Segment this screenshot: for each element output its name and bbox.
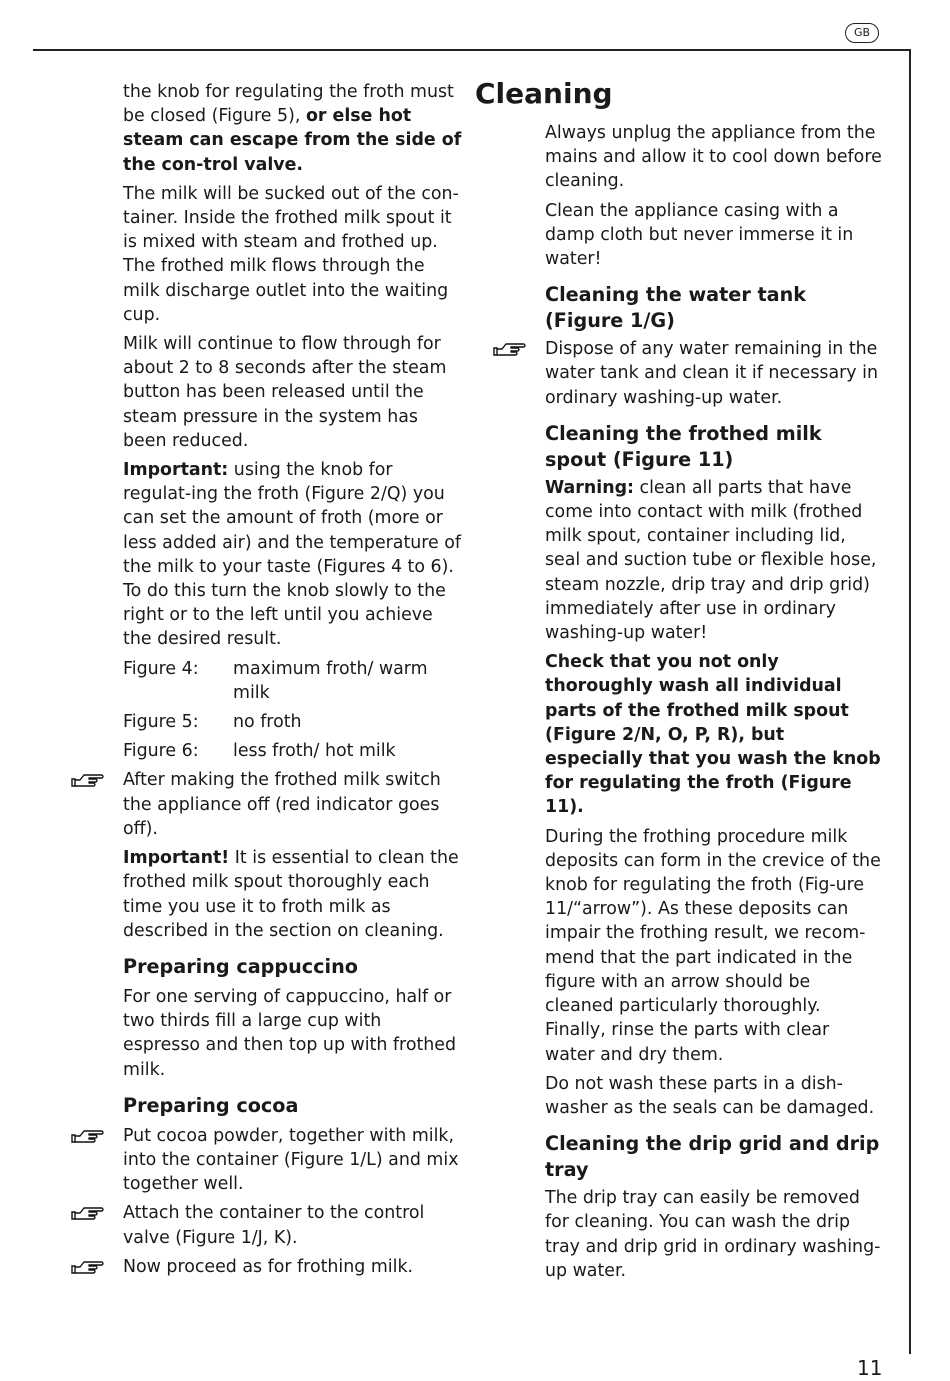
- pointing-hand-icon: [71, 1203, 105, 1221]
- page-number: 11: [857, 1356, 883, 1380]
- heading-water-tank: Cleaning the water tank (Figure 1/G): [545, 283, 806, 333]
- bullet-switch-off: After making the frothed milk switch the appliance off (red indicator goes off).: [123, 768, 463, 841]
- bullet-water-tank: Dispose of any water remaining in the water tank and clean it if necessary in ordinary washing-up water.: [545, 337, 883, 410]
- paragraph-check: Check that you not only thoroughly wash all individual parts of the frothed milk spout (Figure 2/N, O, P, R), but especially that you wash the knob for regulating the froth (Figure 11).: [545, 652, 881, 818]
- pointing-hand-icon: [71, 1257, 105, 1275]
- paragraph-cappuccino: For one serving of cappuccino, half or two thirds fill a large cup with espresso and then top up with frothed milk.: [123, 986, 457, 1080]
- paragraph-drip: The drip tray can easily be removed for cleaning. You can wash the drip tray and drip grid in ordinary washing-up water.: [545, 1188, 881, 1281]
- pointing-hand-icon: [493, 339, 527, 357]
- paragraph-unplug: Always unplug the appliance from the mains and allow it to cool down before cleaning.: [545, 123, 882, 192]
- paragraph-knob-closed: the knob for regulating the froth must be closed (Figure 5), or else hot steam can escape from the side of the con-trol valve.: [123, 82, 462, 175]
- section-title-cleaning: Cleaning: [475, 77, 613, 110]
- top-rule: [33, 49, 911, 51]
- paragraph-dishwasher: Do not wash these parts in a dish-washer as the seals can be damaged.: [545, 1073, 875, 1118]
- right-column: [545, 121, 883, 1288]
- bullet-cocoa-proceed: Now proceed as for frothing milk.: [123, 1255, 463, 1279]
- language-badge: GB: [845, 23, 879, 43]
- heading-frothed-milk-spout: Cleaning the frothed milk spout (Figure 11): [545, 421, 822, 471]
- figure-row: Figure 5: no froth: [123, 712, 302, 733]
- bullet-cocoa-mix: Put cocoa powder, together with milk, into the container (Figure 1/L) and mix together well.: [123, 1124, 463, 1197]
- paragraph-deposits: During the frothing procedure milk deposits can form in the crevice of the knob for regulating the froth (Fig-ure 11/“arrow”). As these deposits can impair the frothing result, we recom-mend that the part indicated in the figure with an arrow should be cleaned particularly thoroughly. Finally, rinse the parts with clear water and dry them.: [545, 826, 881, 1065]
- left-column: [123, 80, 463, 1284]
- heading-drip-grid: Cleaning the drip grid and drip tray: [545, 1132, 880, 1182]
- heading-cocoa: Preparing cocoa: [123, 1093, 299, 1117]
- paragraph-casing: Clean the appliance casing with a damp cloth but never immerse it in water!: [545, 200, 854, 270]
- paragraph-milk-flow: Milk will continue to flow through for about 2 to 8 seconds after the steam button has been released until the steam pressure in the system has been reduced.: [123, 334, 447, 451]
- pointing-hand-icon: [71, 1126, 105, 1144]
- paragraph-milk-sucked: The milk will be sucked out of the con-tainer. Inside the frothed milk spout it is mixed with steam and frothed up. The frothed milk flows through the milk discharge outlet into the waiting cup.: [123, 183, 459, 325]
- bullet-cocoa-attach: Attach the container to the control valve (Figure 1/J, K).: [123, 1201, 463, 1249]
- figure-row: Figure 4: maximum froth/ warm milk: [123, 658, 428, 703]
- paragraph-warning: Warning: clean all parts that have come into contact with milk (frothed milk spout, container including lid, seal and suction tube or flexible hose, steam nozzle, drip tray and drip grid) immediately after use in ordinary washing-up water!: [545, 477, 877, 644]
- right-rule: [909, 49, 911, 1354]
- figure-row: Figure 6: less froth/ hot milk: [123, 741, 396, 762]
- paragraph-important-clean: Important! It is essential to clean the frothed milk spout thoroughly each time you use it to froth milk as described in the section on cleaning.: [123, 848, 459, 941]
- paragraph-important-knob: Important: using the knob for regulat-ing the froth (Figure 2/Q) you can set the amount of froth (more or less added air) and the temperature of the milk to your taste (Figures 4 to 6). To do this turn the knob slowly to the right or to the left until you achieve the desired result.: [123, 460, 462, 650]
- pointing-hand-icon: [71, 770, 105, 788]
- heading-cappuccino: Preparing cappuccino: [123, 954, 358, 978]
